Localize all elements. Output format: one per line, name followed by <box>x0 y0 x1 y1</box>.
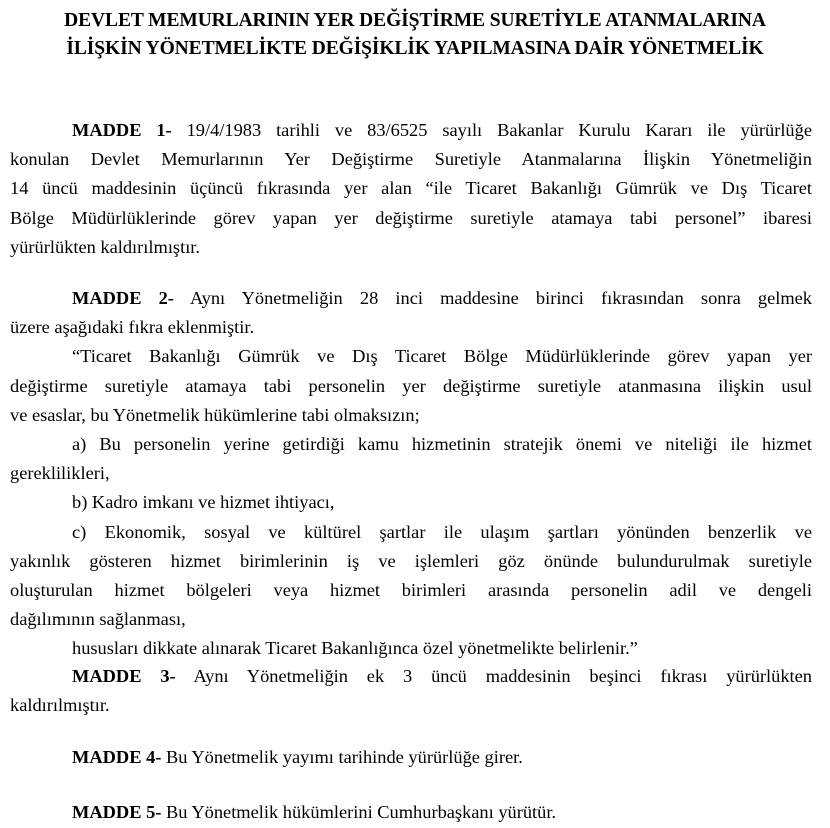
item-c-line-3: oluşturulan hizmet bölgeleri veya hizmet birimleri arasında personelin adil ve dengeli <box>10 580 812 601</box>
article-4-text: Bu Yönetmelik yayımı tarihinde yürürlüğe girer. <box>161 747 523 767</box>
article-3-label: MADDE 3- <box>72 666 176 686</box>
item-b-line-1: b) Kadro imkanı ve hizmet ihtiyacı, <box>72 492 335 513</box>
quote-line-3: ve esaslar, bu Yönetmelik hükümlerine tabi olmaksızın; <box>10 404 420 425</box>
article-1 <box>10 116 812 262</box>
article-2-closing: hususları dikkate alınarak Ticaret Bakanlığınca özel yönetmelikte belirlenir.” <box>72 638 638 659</box>
article-1-line-2: konulan Devlet Memurlarının Yer Değiştirme Suretiyle Atanmalarına İlişkin Yönetmeliğin <box>10 149 812 170</box>
item-a-line-1: a) Bu personelin yerine getirdiği kamu hizmetinin stratejik önemi ve niteliği ile hizmet <box>72 434 812 455</box>
article-4-label: MADDE 4- <box>72 747 162 767</box>
article-2-line-1 <box>10 284 812 313</box>
quote-line-1: “Ticaret Bakanlığı Gümrük ve Dış Ticaret Bölge Müdürlüklerinde görev yapan yer <box>72 346 812 367</box>
article-1-line-3: 14 üncü maddesinin üçüncü fıkrasında yer alan “ile Ticaret Bakanlığı Gümrük ve Dış Ticaret <box>10 178 812 199</box>
item-c-line-1: c) Ekonomik, sosyal ve kültürel şartlar ile ulaşım şartları yönünden benzerlik ve <box>72 521 812 542</box>
article-5-line-1 <box>10 798 812 827</box>
article-2-text: Aynı Yönetmeliğin 28 inci maddesine birinci fıkrasından sonra gelmek <box>173 288 813 308</box>
article-3-text: Aynı Yönetmeliğin ek 3 üncü maddesinin beşinci fıkrası yürürlükten <box>175 666 813 686</box>
article-3-line-1 <box>10 662 812 691</box>
article-4 <box>10 743 812 772</box>
article-1-line-1 <box>10 116 812 145</box>
item-c-line-4: dağılımının sağlanması, <box>10 609 186 630</box>
article-2-line-2: üzere aşağıdaki fıkra eklenmiştir. <box>10 317 255 338</box>
article-1-line-4: Bölge Müdürlüklerinde görev yapan yer değiştirme suretiyle atamaya tabi personel” ibaresi <box>10 207 812 228</box>
article-4-line-1 <box>10 743 812 772</box>
article-3-line-2: kaldırılmıştır. <box>10 695 110 716</box>
article-1-line-5: yürürlükten kaldırılmıştır. <box>10 236 201 257</box>
article-1-label: MADDE 1- <box>72 120 172 140</box>
title-line-1: DEVLET MEMURLARININ YER DEĞİŞTİRME SURETİYLE ATANMALARINA <box>64 10 766 31</box>
article-3 <box>10 662 812 720</box>
item-c-line-2: yakınlık gösteren hizmet birimlerinin iş ve işlemleri göz önünde bulundurulmak suretiyle <box>10 550 812 571</box>
article-5-label: MADDE 5- <box>72 802 162 822</box>
article-2-label: MADDE 2- <box>72 288 174 308</box>
title-line-2: İLİŞKİN YÖNETMELİKTE DEĞİŞİKLİK YAPILMASINA DAİR YÖNETMELİK <box>66 38 764 59</box>
article-5-text: Bu Yönetmelik hükümlerini Cumhurbaşkanı yürütür. <box>161 802 557 822</box>
item-a-line-2: gereklilikleri, <box>10 463 110 484</box>
document-title <box>0 7 830 63</box>
article-5 <box>10 798 812 827</box>
quote-line-2: değiştirme suretiyle atamaya tabi personelin yer değiştirme suretiyle atanmasına ilişkin usul <box>10 375 812 396</box>
article-1-text: 19/4/1983 tarihli ve 83/6525 sayılı Bakanlar Kurulu Kararı ile yürürlüğe <box>171 120 812 140</box>
article-2 <box>10 284 812 664</box>
